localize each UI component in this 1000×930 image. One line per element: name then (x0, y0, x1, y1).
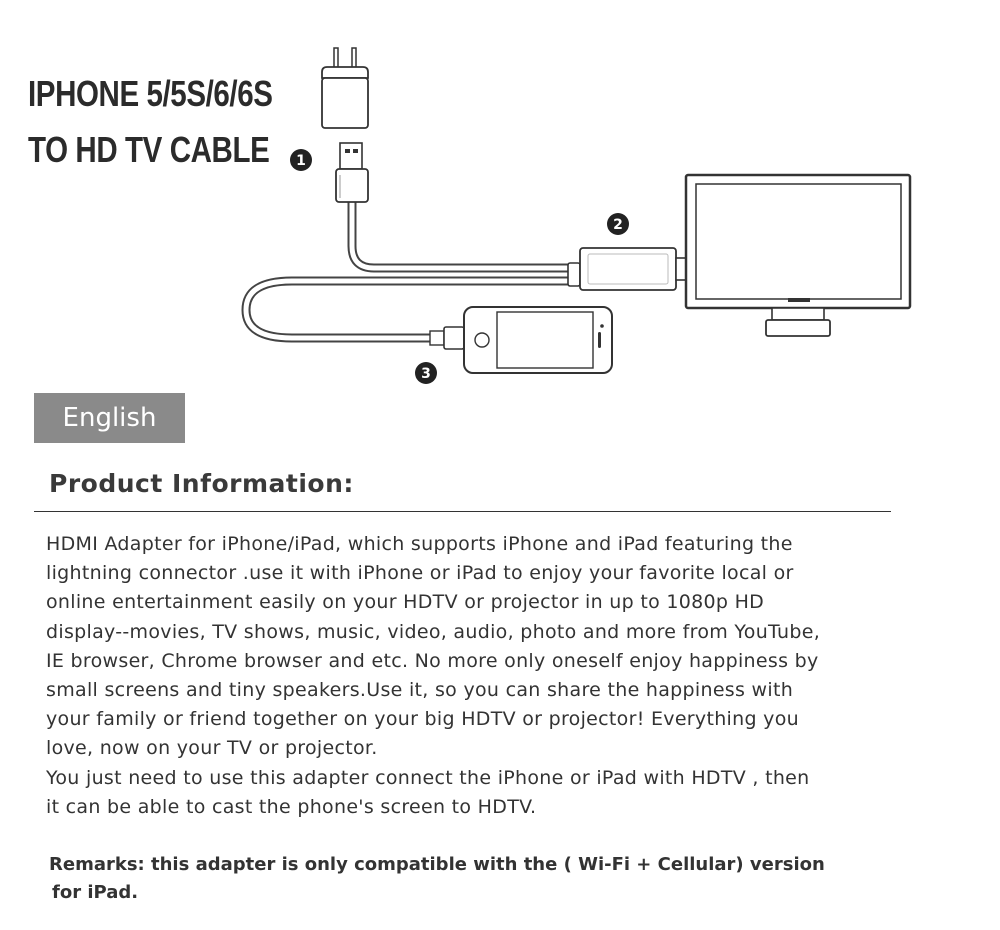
step-1-number: 1 (296, 153, 306, 169)
description-line: it can be able to cast the phone's screen to HDTV. (46, 795, 537, 818)
description-line: small screens and tiny speakers.Use it, so you can share the happiness with (46, 679, 794, 702)
remarks-line-2: for iPad. (52, 882, 139, 903)
product-description (46, 530, 906, 822)
section-divider (34, 511, 891, 512)
title-line-2: TO HD TV CABLE (28, 129, 270, 170)
step-1-marker (290, 149, 312, 171)
description-line: lightning connector .use it with iPhone or iPad to enjoy your favorite local or (46, 562, 794, 585)
description-line: HDMI Adapter for iPhone/iPad, which supports iPhone and iPad featuring the (46, 533, 793, 555)
description-line: display--movies, TV shows, music, video, audio, photo and more from YouTube, (46, 620, 821, 643)
step-3-marker (415, 362, 437, 384)
usb-plug-icon (336, 143, 368, 202)
description-line: your family or friend together on your big HDTV or projector! Everything you (46, 708, 799, 731)
iphone-icon (430, 307, 612, 373)
power-adapter-icon (322, 48, 368, 128)
usb-cable (352, 200, 572, 268)
language-badge: English (34, 393, 185, 443)
title-line-1: IPHONE 5/5S/6/6S (28, 73, 273, 114)
description-line: online entertainment easily on your HDTV or projector in up to 1080p HD (46, 591, 765, 614)
step-2-marker (607, 213, 629, 235)
tv-monitor-icon (686, 175, 910, 336)
connection-diagram (0, 0, 1000, 400)
description-line: love, now on your TV or projector. (46, 737, 378, 760)
step-2-number: 2 (613, 217, 623, 233)
remarks-line-1: Remarks: this adapter is only compatible with the ( Wi-Fi + Cellular) version (49, 854, 825, 875)
step-3-number: 3 (421, 366, 431, 382)
hdmi-adapter-icon (568, 248, 690, 290)
description-line: You just need to use this adapter connect the iPhone or iPad with HDTV , then (46, 766, 810, 789)
remarks-note (49, 851, 909, 907)
description-line: IE browser, Chrome browser and etc. No more only oneself enjoy happiness by (46, 649, 819, 672)
section-heading: Product Information: (49, 469, 354, 498)
